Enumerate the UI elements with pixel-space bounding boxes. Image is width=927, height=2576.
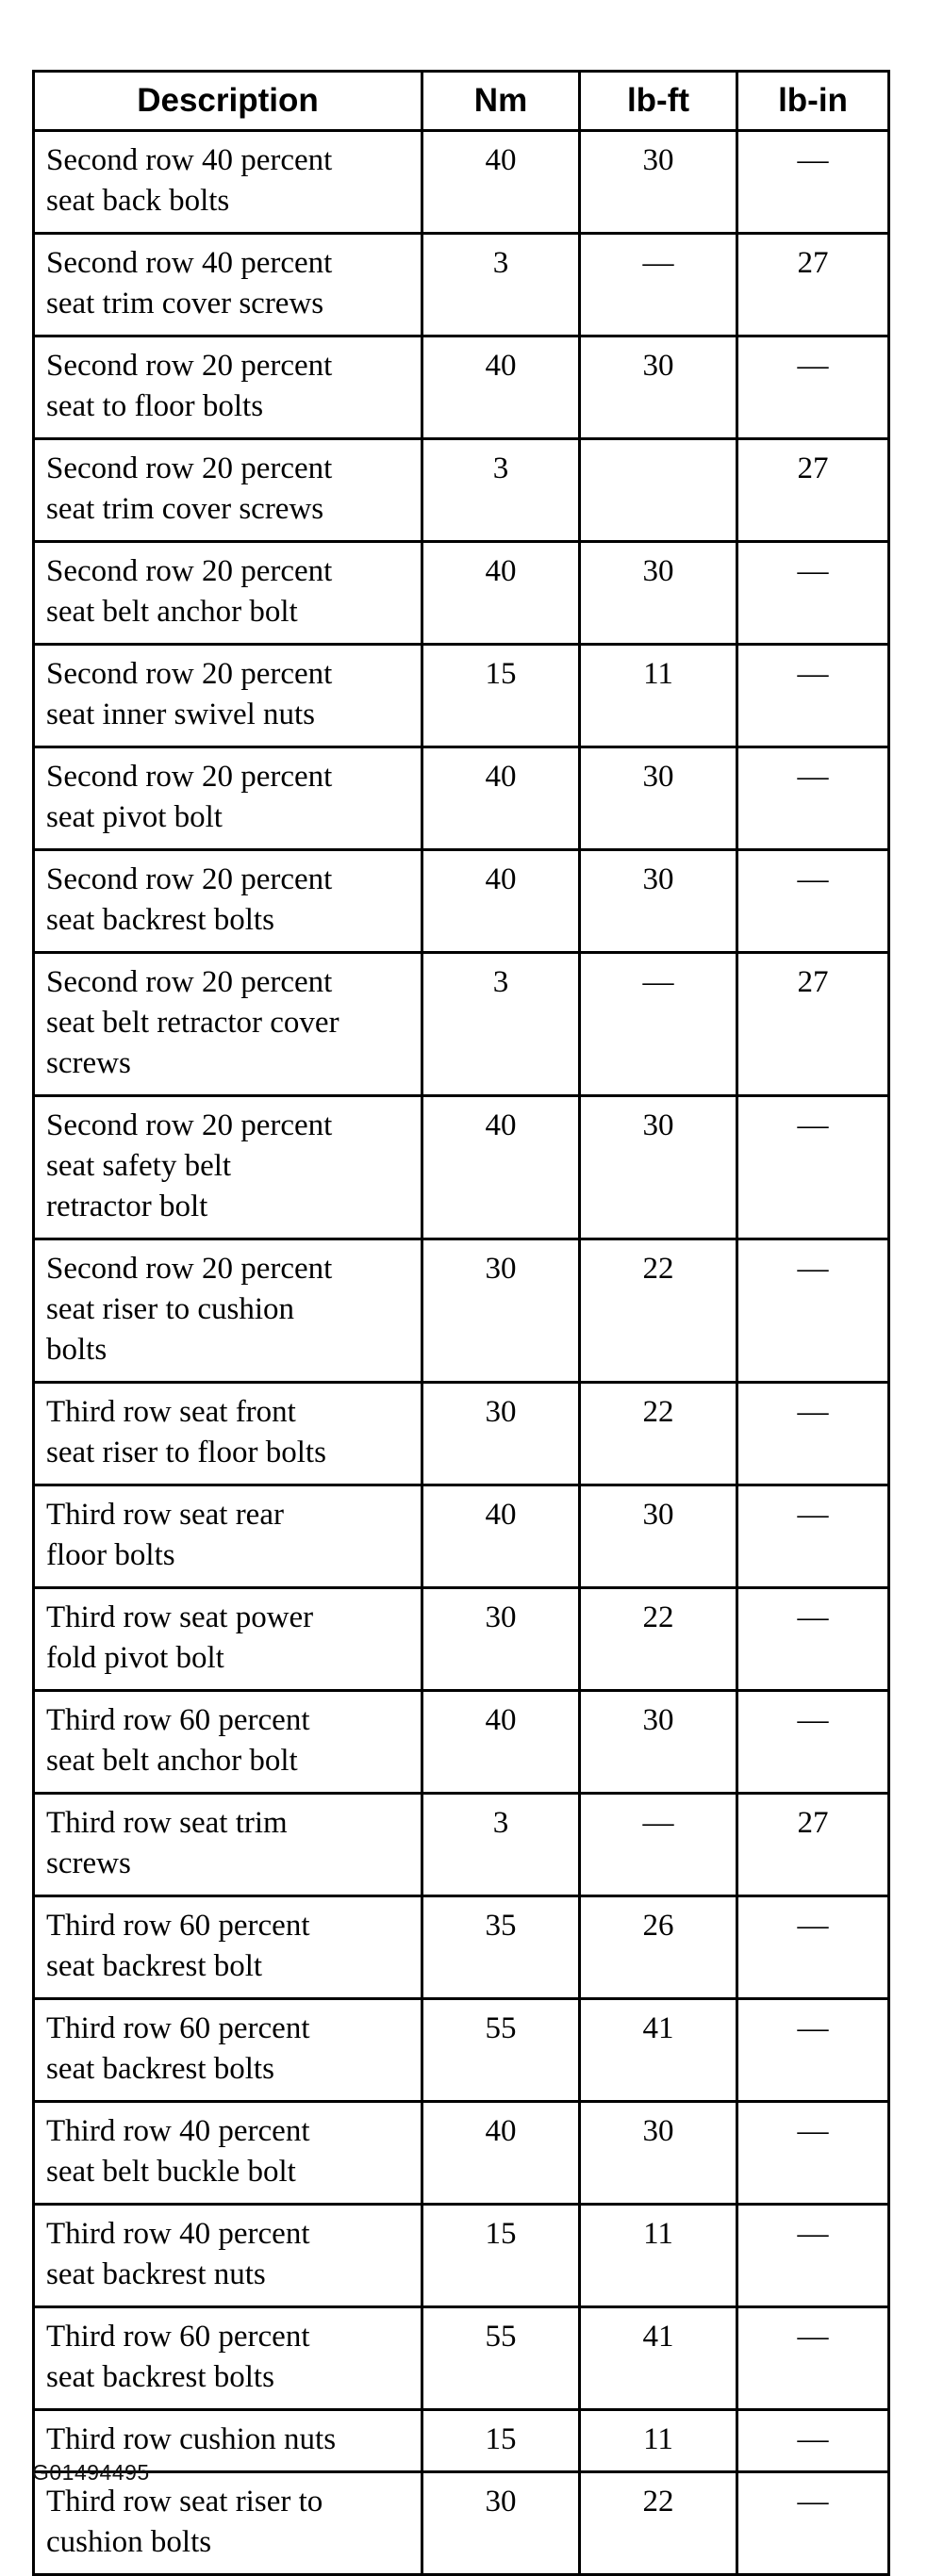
description-cell: Second row 20 percent seat riser to cushion bolts — [34, 1239, 422, 1383]
table-row — [34, 1383, 889, 1485]
lb-ft-cell: 22 — [580, 1588, 737, 1691]
lb-ft-cell: 22 — [580, 1239, 737, 1383]
lb-ft-cell: 30 — [580, 850, 737, 953]
table-row — [34, 850, 889, 953]
lb-in-cell: — — [737, 850, 889, 953]
nm-cell: 30 — [422, 1239, 580, 1383]
table-header-row — [34, 72, 889, 131]
nm-cell: 40 — [422, 131, 580, 234]
description-cell: Second row 20 percent seat pivot bolt — [34, 747, 422, 850]
description-cell: Third row seat front seat riser to floor bolts — [34, 1383, 422, 1485]
description-cell: Second row 20 percent seat to floor bolts — [34, 336, 422, 439]
figure-id: G01494495 — [32, 2460, 150, 2485]
table-row — [34, 1239, 889, 1383]
table-row — [34, 2307, 889, 2410]
lb-ft-cell: — — [580, 1794, 737, 1896]
lb-ft-cell: — — [580, 953, 737, 1096]
nm-cell: 3 — [422, 953, 580, 1096]
nm-cell: 15 — [422, 2410, 580, 2472]
nm-cell: 15 — [422, 645, 580, 747]
lb-in-cell: — — [737, 2410, 889, 2472]
lb-in-cell: — — [737, 747, 889, 850]
description-cell: Third row 60 percent seat backrest bolts — [34, 2307, 422, 2410]
column-header-nm: Nm — [422, 72, 580, 131]
lb-ft-cell: 41 — [580, 1999, 737, 2102]
description-cell: Second row 20 percent seat belt retractor cover screws — [34, 953, 422, 1096]
table-row — [34, 234, 889, 336]
lb-ft-cell: 41 — [580, 2307, 737, 2410]
description-cell: Second row 20 percent seat backrest bolts — [34, 850, 422, 953]
description-cell: Third row 60 percent seat backrest bolts — [34, 1999, 422, 2102]
lb-ft-cell: 11 — [580, 2205, 737, 2307]
lb-in-cell: 27 — [737, 1794, 889, 1896]
lb-in-cell: — — [737, 1485, 889, 1588]
lb-in-cell: — — [737, 2102, 889, 2205]
lb-in-cell: — — [737, 1096, 889, 1239]
nm-cell: 40 — [422, 1691, 580, 1794]
nm-cell: 35 — [422, 1896, 580, 1999]
description-cell: Third row 40 percent seat backrest nuts — [34, 2205, 422, 2307]
nm-cell: 30 — [422, 1383, 580, 1485]
table-body — [34, 131, 889, 2575]
lb-in-cell: — — [737, 1588, 889, 1691]
description-cell: Second row 20 percent seat inner swivel nuts — [34, 645, 422, 747]
description-cell: Second row 40 percent seat trim cover screws — [34, 234, 422, 336]
lb-ft-cell: 30 — [580, 336, 737, 439]
lb-ft-cell: 30 — [580, 1096, 737, 1239]
lb-in-cell: 27 — [737, 953, 889, 1096]
description-cell: Third row seat riser to cushion bolts — [34, 2472, 422, 2575]
lb-ft-cell: 22 — [580, 1383, 737, 1485]
lb-in-cell: — — [737, 336, 889, 439]
nm-cell: 40 — [422, 850, 580, 953]
table-row — [34, 1896, 889, 1999]
lb-ft-cell: 11 — [580, 645, 737, 747]
lb-in-cell: — — [737, 542, 889, 645]
description-cell: Third row 60 percent seat belt anchor bolt — [34, 1691, 422, 1794]
nm-cell: 3 — [422, 439, 580, 542]
table-row — [34, 1096, 889, 1239]
nm-cell: 40 — [422, 747, 580, 850]
table-row — [34, 953, 889, 1096]
lb-ft-cell: 30 — [580, 2102, 737, 2205]
lb-ft-cell: 26 — [580, 1896, 737, 1999]
table-row — [34, 2472, 889, 2575]
nm-cell: 3 — [422, 234, 580, 336]
table-row — [34, 1794, 889, 1896]
table-row — [34, 747, 889, 850]
nm-cell: 15 — [422, 2205, 580, 2307]
table-row — [34, 542, 889, 645]
lb-in-cell: — — [737, 1999, 889, 2102]
table-row — [34, 1588, 889, 1691]
lb-in-cell: — — [737, 1691, 889, 1794]
column-header-description: Description — [34, 72, 422, 131]
lb-ft-cell: — — [580, 234, 737, 336]
lb-ft-cell: 30 — [580, 542, 737, 645]
lb-ft-cell: 30 — [580, 1691, 737, 1794]
lb-ft-cell: 30 — [580, 1485, 737, 1588]
description-cell: Third row cushion nuts — [34, 2410, 422, 2472]
table-row — [34, 131, 889, 234]
table-row — [34, 336, 889, 439]
description-cell: Second row 20 percent seat safety belt retractor bolt — [34, 1096, 422, 1239]
description-cell: Second row 20 percent seat belt anchor bolt — [34, 542, 422, 645]
lb-in-cell: — — [737, 2307, 889, 2410]
table-row — [34, 1485, 889, 1588]
lb-ft-cell: 30 — [580, 131, 737, 234]
table-row — [34, 2410, 889, 2472]
column-header-lb-in: lb-in — [737, 72, 889, 131]
table-row — [34, 1999, 889, 2102]
nm-cell: 30 — [422, 2472, 580, 2575]
lb-in-cell: 27 — [737, 439, 889, 542]
table-row — [34, 2102, 889, 2205]
lb-in-cell: — — [737, 2472, 889, 2575]
nm-cell: 3 — [422, 1794, 580, 1896]
description-cell: Third row seat trim screws — [34, 1794, 422, 1896]
table-row — [34, 439, 889, 542]
lb-ft-cell: 22 — [580, 2472, 737, 2575]
lb-in-cell: — — [737, 1896, 889, 1999]
nm-cell: 40 — [422, 1096, 580, 1239]
nm-cell: 55 — [422, 1999, 580, 2102]
nm-cell: 40 — [422, 1485, 580, 1588]
torque-specifications-table — [32, 70, 890, 2576]
nm-cell: 40 — [422, 2102, 580, 2205]
nm-cell: 40 — [422, 336, 580, 439]
lb-in-cell: 27 — [737, 234, 889, 336]
description-cell: Second row 20 percent seat trim cover screws — [34, 439, 422, 542]
lb-in-cell: — — [737, 2205, 889, 2307]
nm-cell: 40 — [422, 542, 580, 645]
description-cell: Third row seat rear floor bolts — [34, 1485, 422, 1588]
description-cell: Third row seat power fold pivot bolt — [34, 1588, 422, 1691]
lb-in-cell: — — [737, 131, 889, 234]
lb-in-cell: — — [737, 645, 889, 747]
table-row — [34, 645, 889, 747]
nm-cell: 55 — [422, 2307, 580, 2410]
column-header-lb-ft: lb-ft — [580, 72, 737, 131]
lb-in-cell: — — [737, 1239, 889, 1383]
lb-ft-cell: 11 — [580, 2410, 737, 2472]
description-cell: Second row 40 percent seat back bolts — [34, 131, 422, 234]
table-row — [34, 2205, 889, 2307]
lb-in-cell: — — [737, 1383, 889, 1485]
table-row — [34, 1691, 889, 1794]
lb-ft-cell: 30 — [580, 747, 737, 850]
description-cell: Third row 40 percent seat belt buckle bolt — [34, 2102, 422, 2205]
nm-cell: 30 — [422, 1588, 580, 1691]
description-cell: Third row 60 percent seat backrest bolt — [34, 1896, 422, 1999]
lb-ft-cell — [580, 439, 737, 542]
